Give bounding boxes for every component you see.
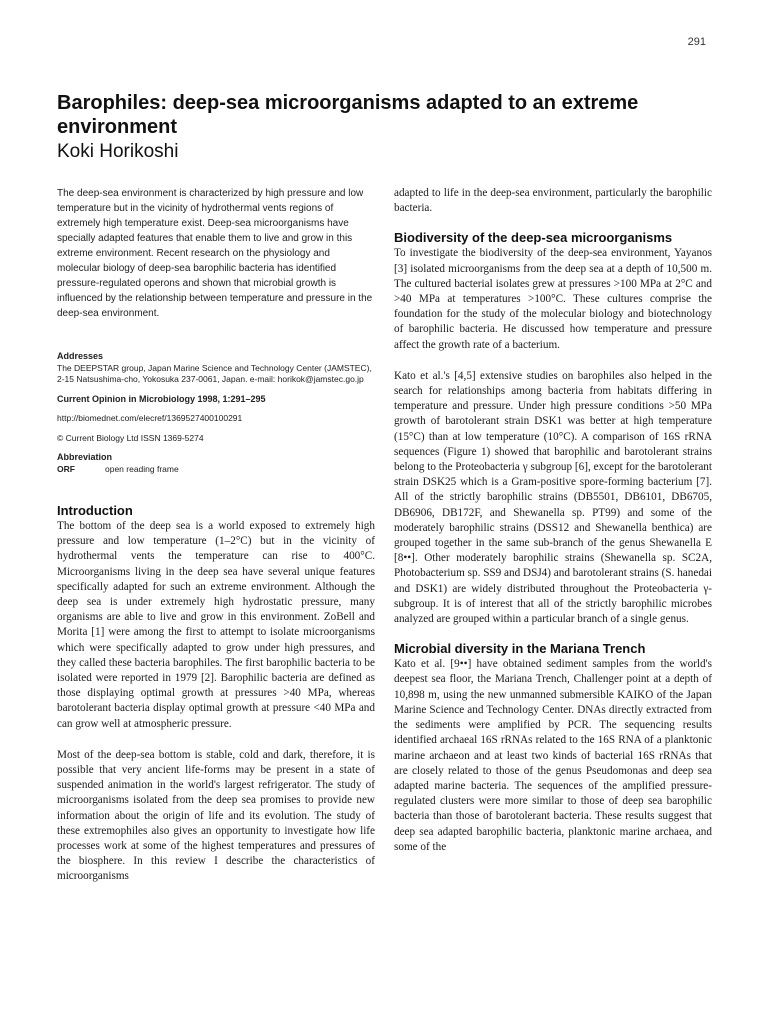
copyright-line: © Current Biology Ltd ISSN 1369-5274 [57, 432, 204, 443]
abbreviation-entry [57, 464, 375, 476]
article-metadata [57, 351, 375, 475]
addresses-label: Addresses [57, 351, 104, 361]
mariana-heading: Microbial diversity in the Mariana Trench [394, 641, 646, 657]
continuation-paragraph: adapted to life in the deep-sea environment, particularly the barophilic bacteria. [394, 187, 712, 215]
left-column [57, 186, 375, 885]
biodiversity-heading: Biodiversity of the deep-sea microorganisms [394, 230, 673, 246]
introduction-paragraph-1: The bottom of the deep sea is a world exposed to extremely high pressure and low temperature (1–2°C) but in the vicinity of hydrothermal vents the temperature can rise to 400°C. Microorganisms living in the deep sea have several unique features specifically adapted for such an extreme environment. Although the deep sea is under extremely high hydrostatic pressure, many organisms are able to live and grow in this environment. ZoBell and Morita [1] were among the first to attempt to isolate microorganisms which were specifically adapted to grow under high pressures, and they called these bacteria barophiles. The first barophilic bacteria to be isolated were reported in 1979 [2]. Barophilic bacteria are defined as those displaying optimal growth at pressures >40 MPa, whereas barotolerant bacteria display optimal growth at pressure <40 MPa and can grow well at atmospheric pressure. [57, 520, 375, 730]
article-url: http://biomednet.com/elecref/1369527400100291 [57, 413, 243, 423]
introduction-paragraph-2: Most of the deep-sea bottom is stable, cold and dark, therefore, it is possible that very ancient life-forms may be present in a state of suspended animation in the world's largest refrigerator. The study of microorganisms isolated from the deep sea promises to provide new information about the origin of life and its evolution. The study of these extremophiles also gives an opportunity to investigate how life processes work at some of the highest temperatures and pressures of the biosphere. In this review I describe the characteristics of microorganisms [57, 748, 375, 883]
article-title: Barophiles: deep-sea microorganisms adapted to an extreme environment [57, 92, 639, 138]
journal-citation: Current Opinion in Microbiology 1998, 1:291–295 [57, 393, 266, 404]
abbreviation-label: Abbreviation [57, 452, 113, 462]
abbreviation-definition: open reading frame [105, 463, 179, 474]
abbreviation-term: ORF [57, 463, 75, 474]
abstract: The deep-sea environment is characterized by high pressure and low temperature but in the vicinity of hydrothermal vents regions of extremely high temperature exist. Deep-sea microorganisms have specially adapted features that enable them to live and grow in this extreme environment. Recent research on the physiology and molecular biology of deep-sea barophilic bacteria has identified pressure-regulated operons and shown that microbial growth is influenced by the relationship between temperature and pressure in the deep-sea environment. [57, 188, 373, 319]
author-name: Koki Horikoshi [57, 141, 179, 162]
biodiversity-paragraph-1: To investigate the biodiversity of the deep-sea environment, Yayanos [3] isolated microorganisms from the deep sea at a depth of 10,500 m. The cultured bacterial isolates grew at pressures >100 MPa at 2°C and >40 MPa at temperatures >100°C. These cultures comprise the foundation for the study of the molecular biology and biotechnology of barophilic bacteria. He discussed how temperature and pressure affect the growth rate of a bacterium. [394, 247, 712, 351]
biodiversity-paragraph-2: Kato et al.'s [4,5] extensive studies on barophiles also helped in the search for relationships among bacteria from habitats differing in temperature and pressure. Under high pressure conditions >50 MPa growth of barotolerant strain DSK1 was better at high temperature (15°C) than at low temperature (10°C). A comparison of 16S rRNA sequences (Figure 1) showed that barophilic and barotolerant strains belong to the Proteobacteria γ subgroup [6], except for the barotolerant strain DSK25 which is a Gram-positive spore-forming bacterium [7]. All of the strictly barophilic strains (DB5501, DB6101, DB6705, DB6906, DB172F, and Shewanella sp. PT99) and some of the moderately barophilic strains (DSS12 and Shewanella benthica) are grouped together in the same sub-branch of the genus Shewanella E [8••]. Other moderately barophilic strains (Shewanella sp. SC2A, Photobacterium sp. SS9 and DSJ4) and barotolerant strains (S. hanedai and DSK1) are widely distributed throughout the Proteobacteria γ-subgroup. It is of interest that all of the strictly barophilic microbes analyzed are grouped within a particular branch of a single genus. [394, 369, 712, 626]
right-column [394, 186, 712, 855]
mariana-paragraph-1: Kato et al. [9••] have obtained sediment samples from the world's deepest sea floor, the Mariana Trench, Challenger point at a depth of 10,898 m, using the new unmanned submersible KAIKO of the Japan Marine Science and Technology Center. DNAs directly extracted from the sediments were amplified by PCR. The sequencing results identified archaeal 16S rRNAs related to the 16S RNA of a planktonic marine archaeon and at least two kinds of bacterial 16S rRNAs that are closely related to those of the genus Pseudomonas and deep sea adapted marine bacteria. The sequences of the amplified pressure-regulated clusters were more similar to those of deep sea barophilic bacteria than those of barotolerant bacteria. These results suggest that deep sea adapted barophilic bacteria, planktonic marine archaea, and some of the [394, 658, 712, 853]
page-number: 291 [687, 36, 706, 48]
addresses-text: The DEEPSTAR group, Japan Marine Science and Technology Center (JAMSTEC), 2-15 Natsushima-cho, Yokosuka 237-0061, Japan. e-mail: horikok@jamstec.go.jp [57, 362, 372, 384]
introduction-heading: Introduction [57, 503, 133, 518]
